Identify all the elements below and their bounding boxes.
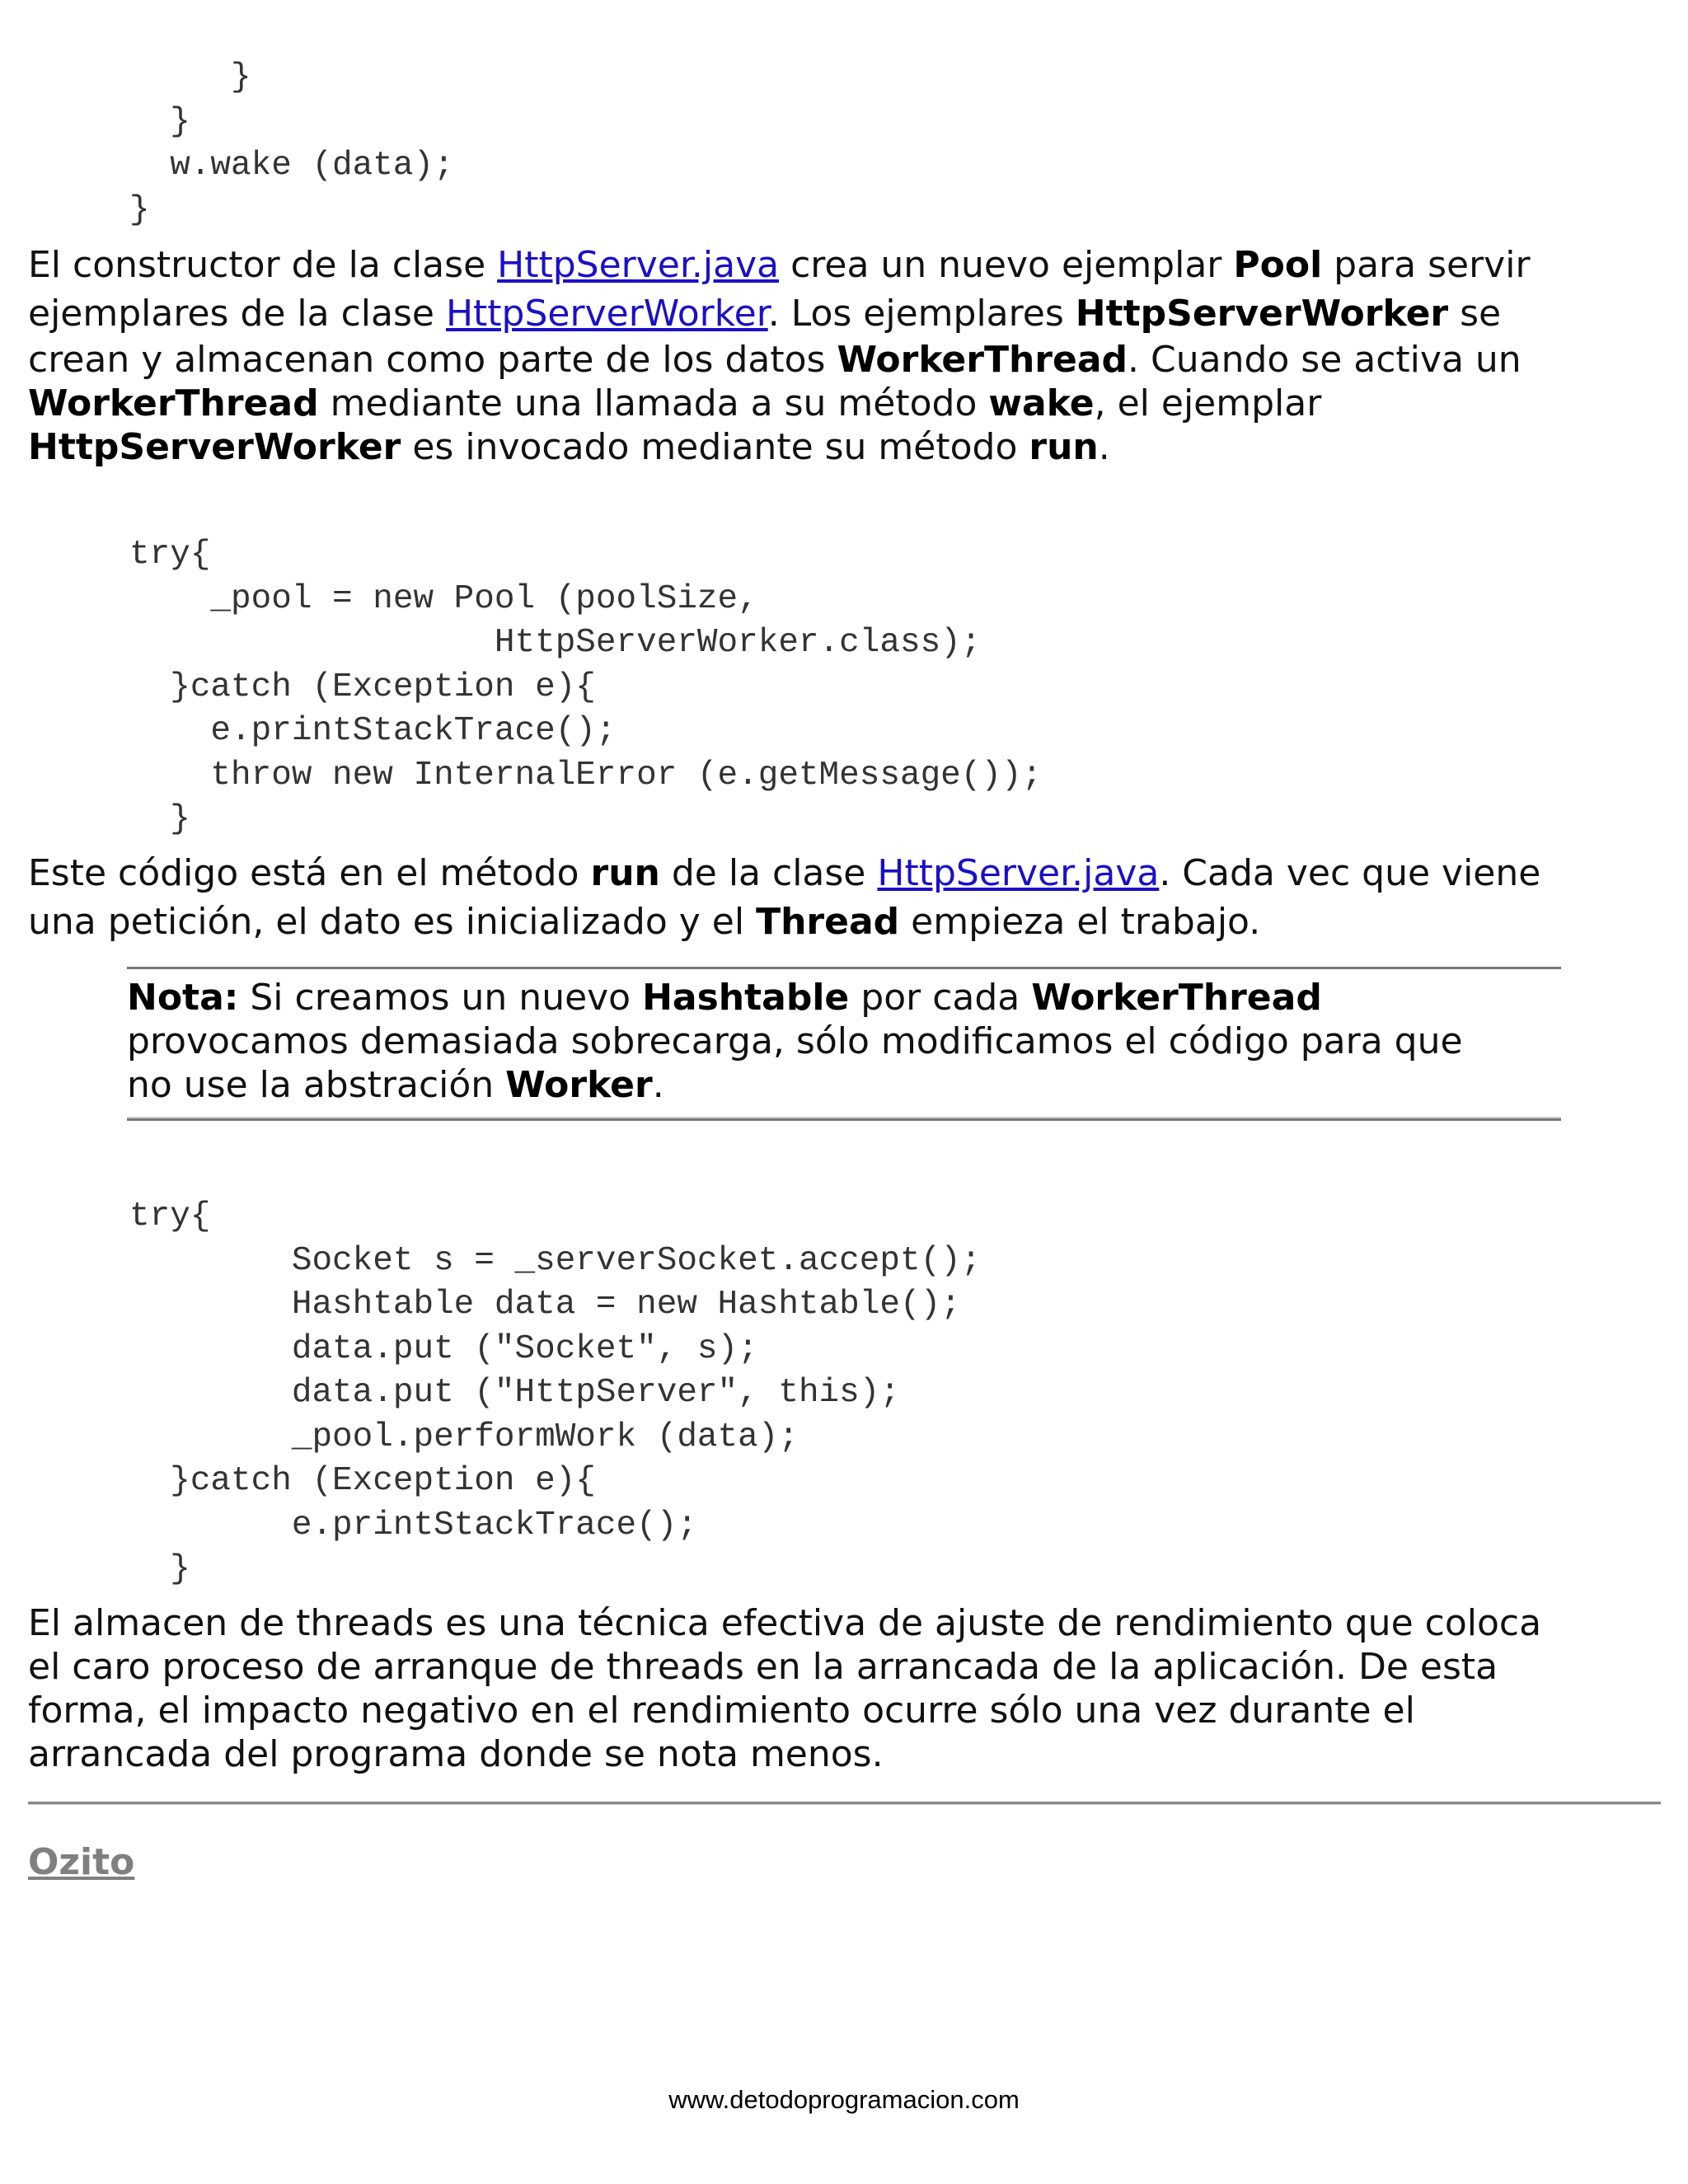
text: no use la abstración (127, 1064, 506, 1106)
code-block-wake: } } w.wake (data); } (129, 59, 454, 229)
note-label: Nota: (127, 977, 239, 1019)
bold-term: WorkerThread (28, 382, 319, 424)
paragraph-run-method (28, 849, 1540, 946)
paragraph-line (127, 976, 1561, 1019)
bold-term: WorkerThread (837, 339, 1128, 381)
paragraph-line (28, 338, 1531, 382)
code-block-pool: try{ _pool = new Pool (poolSize, HttpServerWorker.class); }catch (Exception e){ e.printStackTrace(); throw new InternalError (e.getMessage()); } (129, 536, 1043, 838)
bold-term: WorkerThread (1031, 977, 1322, 1019)
bold-term: run (590, 852, 660, 894)
text: , el ejemplar (1094, 382, 1322, 424)
paragraph-line (28, 425, 1531, 469)
paragraph-line (28, 849, 1540, 898)
text: Este código está en el método (28, 852, 591, 894)
text: . (652, 1064, 664, 1106)
text: de la clase (659, 852, 878, 894)
text: Si creamos un nuevo (238, 977, 643, 1019)
paragraph-line (28, 382, 1531, 425)
text: El constructor de la clase (28, 244, 498, 286)
text: ejemplares de la clase (28, 293, 446, 335)
note-box (127, 967, 1561, 1121)
text: se (1448, 293, 1502, 335)
paragraph-constructor (28, 241, 1531, 469)
text: crea un nuevo ejemplar (779, 244, 1234, 286)
bold-term: Worker (505, 1064, 653, 1106)
paragraph-line (127, 1063, 1561, 1107)
text: crean y almacenan como parte de los datos (28, 339, 837, 381)
text: para servir (1322, 244, 1531, 286)
paragraph-line: forma, el impacto negativo en el rendimiento ocurre sólo una vez durante el (28, 1690, 1415, 1732)
paragraph-line (28, 898, 1540, 946)
bold-term: wake (988, 382, 1095, 424)
text: . Cuando se activa un (1128, 339, 1522, 381)
paragraph-thread-pool (28, 1601, 1541, 1776)
note-text (127, 976, 1561, 1107)
link-httpserver-java[interactable]: HttpServer.java (877, 852, 1160, 894)
bold-term: run (1029, 426, 1099, 468)
text: . Cada vec que viene (1159, 852, 1541, 894)
paragraph-line: arrancada del programa donde se nota menos. (28, 1733, 884, 1775)
bold-term: HttpServerWorker (1075, 293, 1449, 335)
text: por cada (849, 977, 1032, 1019)
bold-term: Thread (756, 901, 900, 943)
paragraph-line (28, 241, 1531, 289)
text: . (1098, 426, 1110, 468)
text: mediante una llamada a su método (318, 382, 989, 424)
text: . Los ejemplares (767, 293, 1076, 335)
paragraph-line: provocamos demasiada sobrecarga, sólo modificamos el código para que (127, 1020, 1463, 1062)
paragraph-line: el caro proceso de arranque de threads en la arrancada de la aplicación. De esta (28, 1646, 1498, 1688)
text: empieza el trabajo. (899, 901, 1261, 943)
bold-term: Hashtable (642, 977, 850, 1019)
text: es invocado mediante su método (401, 426, 1029, 468)
paragraph-line (28, 289, 1531, 338)
ozito-link[interactable]: Ozito (28, 1841, 135, 1883)
link-httpserver-java[interactable]: HttpServer.java (497, 244, 780, 286)
bold-term: Pool (1233, 244, 1323, 286)
text: una petición, el dato es inicializado y el (28, 901, 757, 943)
link-httpserverworker[interactable]: HttpServerWorker (445, 293, 768, 335)
code-block-socket: try{ Socket s = _serverSocket.accept(); Hashtable data = new Hashtable(); data.put ("Socket", s); data.put ("HttpServer", this); _pool.performWork (data); }catch (Exception e){ e.printStackTrace(); } (129, 1197, 982, 1588)
bold-term: HttpServerWorker (28, 426, 401, 468)
footer-url: www.detodoprogramacion.com (668, 2085, 1020, 2114)
paragraph-line: El almacen de threads es una técnica efectiva de ajuste de rendimiento que coloca (28, 1602, 1542, 1644)
horizontal-rule (28, 1802, 1661, 1805)
